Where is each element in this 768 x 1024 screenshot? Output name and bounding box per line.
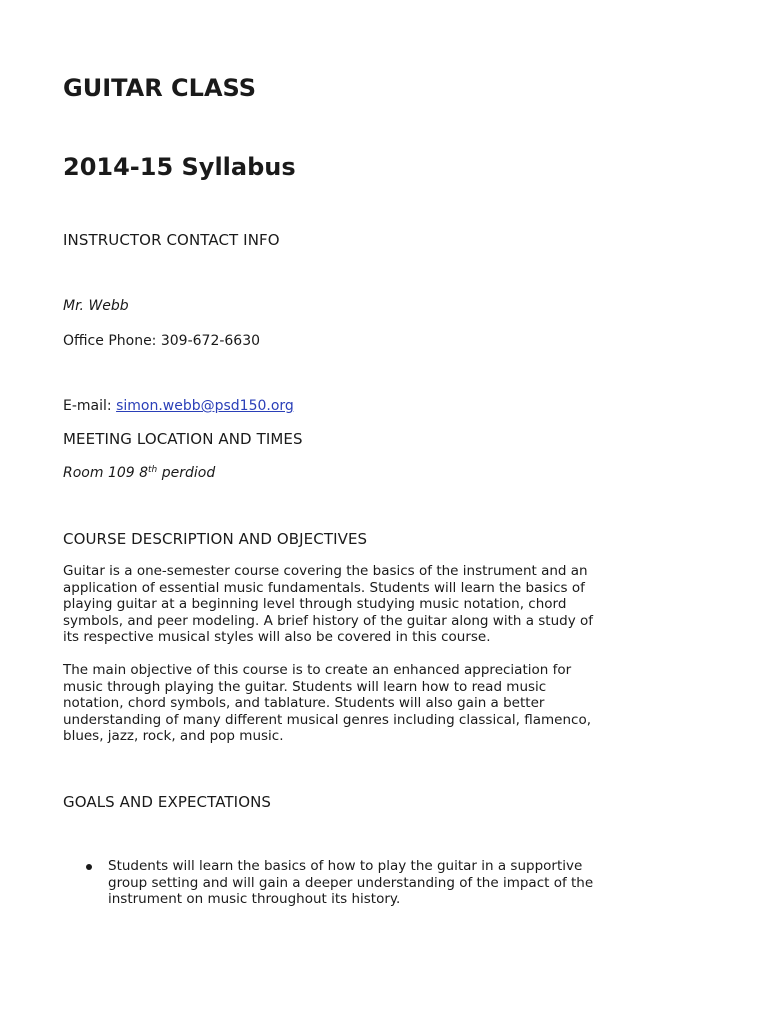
course-description-paragraph xyxy=(63,563,611,646)
room-text: Room 109 8 xyxy=(63,465,149,481)
instructor-heading: INSTRUCTOR CONTACT INFO xyxy=(63,231,280,249)
bullet-line: Students will learn the basics of how to play the guitar in a supportive xyxy=(108,858,583,874)
paragraph-line: The main objective of this course is to create an enhanced appreciation for xyxy=(63,662,572,678)
email-label: E-mail: xyxy=(63,398,117,414)
paragraph-line: music through playing the guitar. Students will learn how to read music xyxy=(63,678,547,695)
email-line xyxy=(63,397,294,415)
paragraph-line: its respective musical styles will also be covered in this course. xyxy=(63,629,491,645)
meeting-room xyxy=(63,464,215,482)
course-heading: COURSE DESCRIPTION AND OBJECTIVES xyxy=(63,530,368,548)
bullet-line: instrument on music throughout its history. xyxy=(108,891,401,907)
paragraph-line: Guitar is a one-semester course covering the basics of the instrument and an xyxy=(63,563,588,579)
course-objective-paragraph xyxy=(63,662,611,745)
room-ordinal: th xyxy=(148,465,158,475)
office-phone: Office Phone: 309-672-6630 xyxy=(63,333,261,349)
bullet-line: group setting and will gain a deeper understanding of the impact of the xyxy=(108,874,594,891)
paragraph-line: symbols, and peer modeling. A brief history of the guitar along with a study of xyxy=(63,612,594,629)
bullet-icon xyxy=(86,864,92,870)
paragraph-line: playing guitar at a beginning level through studying music notation, chord xyxy=(63,596,567,612)
room-period: perdiod xyxy=(157,465,216,481)
document-subtitle: 2014-15 Syllabus xyxy=(63,153,296,181)
paragraph-line: blues, jazz, rock, and pop music. xyxy=(63,728,284,744)
goals-bullet-item xyxy=(63,858,623,918)
meeting-heading: MEETING LOCATION AND TIMES xyxy=(63,430,303,448)
email-link[interactable]: simon.webb@psd150.org xyxy=(116,398,294,414)
document-title: GUITAR CLASS xyxy=(63,74,257,102)
paragraph-line: understanding of many different musical genres including classical, flamenco, xyxy=(63,711,591,728)
goals-heading: GOALS AND EXPECTATIONS xyxy=(63,793,272,811)
bullet-text xyxy=(108,858,593,908)
paragraph-line: application of essential music fundamentals. Students will learn the basics of xyxy=(63,579,585,596)
paragraph-line: notation, chord symbols, and tablature. Students will also gain a better xyxy=(63,695,545,711)
instructor-name: Mr. Webb xyxy=(63,298,129,314)
